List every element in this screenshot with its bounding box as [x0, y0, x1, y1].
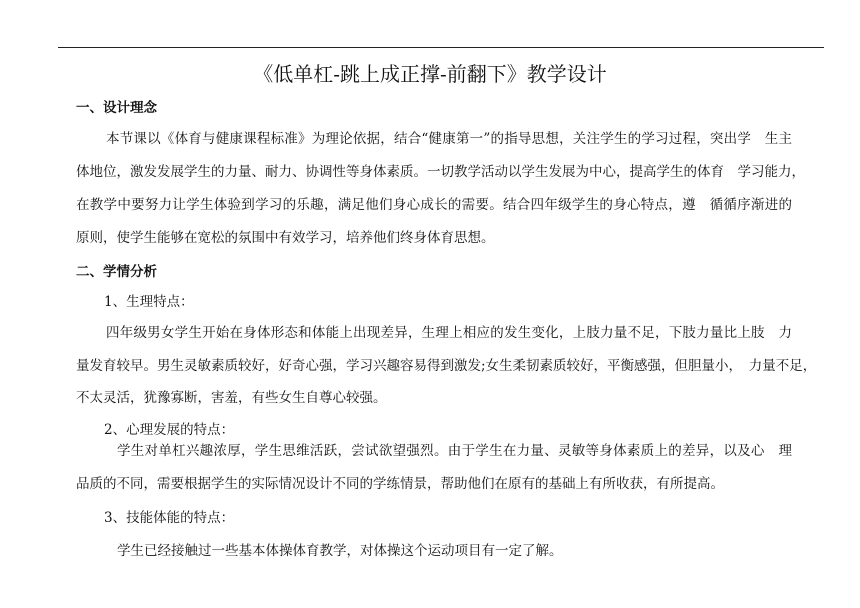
subsection-label-skills: 3、技能体能的特点： [104, 510, 235, 526]
document-title: 《低单杠-跳上成正撑-前翻下》教学设计 [253, 62, 607, 86]
paragraph-line: 在教学中要努力让学生体验到学习的乐趣，满足他们身心成长的需要。结合四年级学生的身心特点，遵 循循序渐进的 [76, 197, 792, 213]
paragraph-line: 量发育较早。男生灵敏素质较好，好奇心强，学习兴趣容易得到激发;女生柔韧素质较好，平衡感强，但胆量小， 力量不足， [76, 358, 817, 374]
paragraph-line: 四年级男女学生开始在身体形态和体能上出现差异，生理上相应的发生变化，上肢力量不足，下肢力量比上肢 力 [106, 325, 792, 341]
paragraph-line: 学生对单杠兴趣浓厚，学生思维活跃，尝试欲望强烈。由于学生在力量、灵敏等身体素质上的差异，以及心 理 [117, 443, 792, 459]
paragraph-line: 原则，使学生能够在宽松的氛围中有效学习，培养他们终身体育思想。 [76, 230, 495, 246]
section-heading-design-concept: 一、设计理念 [76, 100, 157, 116]
subsection-label-psychology: 2、心理发展的特点： [104, 422, 235, 438]
paragraph-line: 体地位，激发发展学生的力量、耐力、协调性等身体素质。一切教学活动以学生发展为中心，提高学生的体育 学习能力， [76, 164, 805, 180]
paragraph-line: 不太灵活，犹豫寡断，害羞，有些女生自尊心较强。 [76, 390, 387, 406]
subsection-label-physiology: 1、生理特点： [104, 294, 194, 310]
paragraph-line: 品质的不同，需要根据学生的实际情况设计不同的学练情景，帮助他们在原有的基础上有所收获，有所提高。 [76, 476, 724, 492]
paragraph-line: 学生已经接触过一些基本体操体育教学，对体操这个运动项目有一定了解。 [117, 543, 563, 559]
paragraph-line: 本节课以《体育与健康课程标准》为理论依据，结合“健康第一”的指导思想，关注学生的学习过程，突出学 生主 [106, 131, 792, 147]
section-heading-student-analysis: 二、学情分析 [76, 264, 157, 280]
header-rule [58, 47, 824, 48]
